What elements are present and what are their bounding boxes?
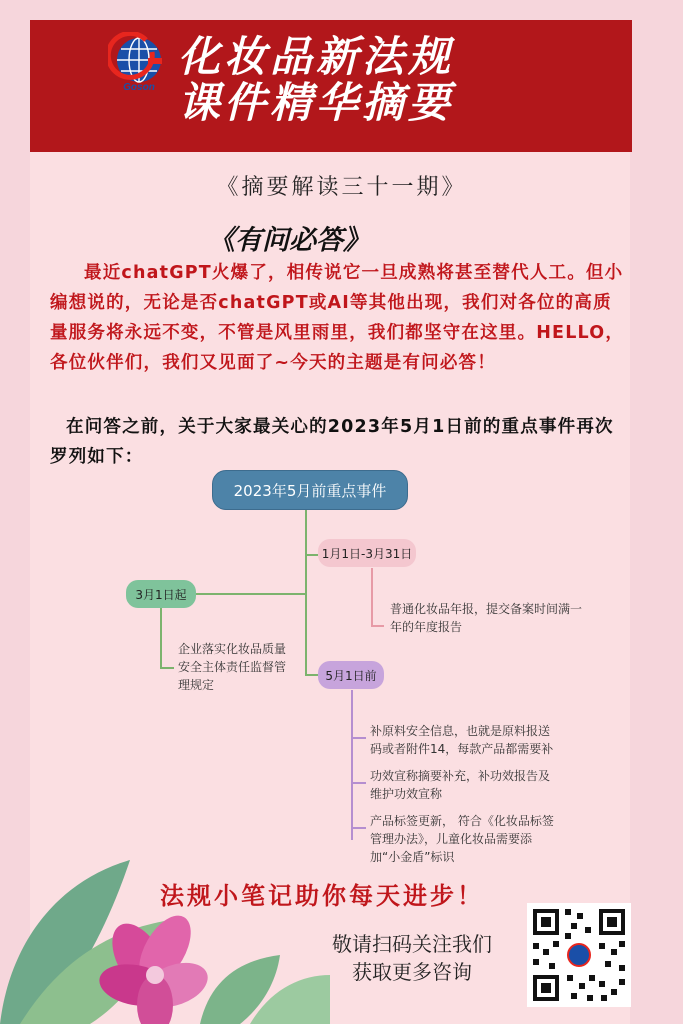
issue-label: 《摘要解读三十一期》 xyxy=(216,175,467,200)
follow-prompt xyxy=(312,930,512,986)
logo-wordmark: Goson xyxy=(123,82,155,93)
connector-jan-annual xyxy=(372,568,384,626)
section-title: 《有问必答》 xyxy=(208,225,370,256)
mindmap-root-node: 2023年5月前重点事件 xyxy=(212,470,408,510)
follow-line-2: 获取更多咨询 xyxy=(352,960,472,984)
mindmap-node-mar: 3月1日起 xyxy=(126,580,196,608)
qr-code-icon xyxy=(527,903,631,1007)
lead-paragraph: 在问答之前，关于大家最关心的2023年5月1日前的重点事件再次罗列如下： xyxy=(50,417,614,467)
connector-mar-quality xyxy=(161,608,174,668)
connector-root-mar xyxy=(196,510,306,594)
intro-paragraph: 最近chatGPT火爆了，相传说它一旦成熟将甚至替代人工。但小编想说的，无论是否chatGPT或AI等其他出现，我们对各位的高质量服务将永远不变，不管是风里雨里，我们都坚守在这里。HELLO，各位伙伴们，我们又见面了~今天的主题是有问必答！ xyxy=(50,263,625,373)
mindmap-node-may: 5月1日前 xyxy=(318,661,384,689)
leaf-flower-decoration xyxy=(0,820,330,1024)
title-line-1: 化妆品新法规 xyxy=(178,32,455,81)
slogan: 法规小笔记助你每天进步！ xyxy=(160,882,484,910)
leaf-annual-report: 普通化妆品年报，提交备案时间满一年的年度报告 xyxy=(390,602,583,634)
leaf-quality-regulation: 企业落实化妆品质量安全主体责任监督管理规定 xyxy=(178,642,287,692)
follow-line-1: 敬请扫码关注我们 xyxy=(332,932,492,956)
leaf-raw-material: 补原料安全信息，也就是原料报送码或者附件14，每款产品都需要补 xyxy=(370,724,554,756)
leaf-label-update: 产品标签更新， 符合《化妆品标签管理办法》，儿童化妆品需要添加“小金盾”标识 xyxy=(370,814,554,864)
mindmap-node-jan: 1月1日-3月31日 xyxy=(318,539,416,567)
connector-root-may xyxy=(306,594,318,675)
leaf-efficacy-claim: 功效宣称摘要补充，补功效报告及维护功效宣称 xyxy=(370,769,551,801)
page-title xyxy=(178,34,618,126)
title-line-2: 课件精华摘要 xyxy=(178,78,455,127)
